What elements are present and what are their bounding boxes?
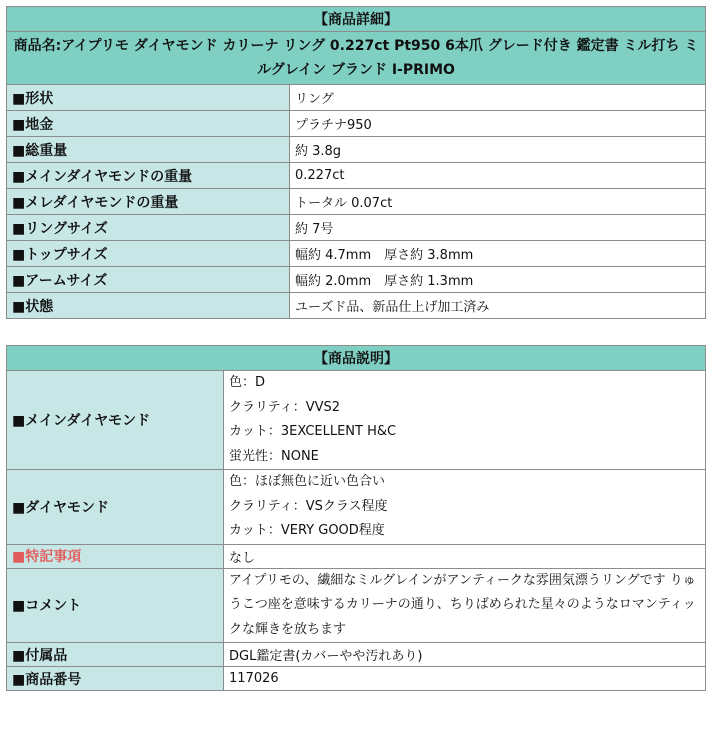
top-size-value: 幅約 4.7mm 厚さ約 3.8mm — [290, 241, 706, 267]
arm-size-value: 幅約 2.0mm 厚さ約 1.3mm — [290, 267, 706, 293]
shape-label: ■形状 — [7, 85, 290, 111]
metal-value: プラチナ950 — [290, 111, 706, 137]
product-details-table — [6, 6, 706, 319]
accessories-label: ■付属品 — [7, 643, 224, 667]
melee-diamond-weight-value: トータル 0.07ct — [290, 189, 706, 215]
special-notes-value: なし — [224, 544, 706, 568]
diamond-color: 色：ほぼ無色に近い色合い — [229, 474, 386, 489]
accessories-value: DGL鑑定書(カバーやや汚れあり) — [224, 643, 706, 667]
details-header: 【商品詳細】 — [7, 7, 706, 32]
total-weight-value: 約 3.8g — [290, 137, 706, 163]
diamond-label: ■ダイヤモンド — [7, 470, 224, 545]
description-header: 【商品説明】 — [7, 346, 706, 371]
top-size-label: ■トップサイズ — [7, 241, 290, 267]
main-diamond-label: ■メインダイヤモンド — [7, 371, 224, 470]
arm-size-label: ■アームサイズ — [7, 267, 290, 293]
diamond-clarity: クラリティ：VSクラス程度 — [229, 498, 388, 514]
total-weight-label: ■総重量 — [7, 137, 290, 163]
item-number-label: ■商品番号 — [7, 667, 224, 691]
main-diamond-weight-label: ■メインダイヤモンドの重量 — [7, 163, 290, 189]
main-diamond-specs — [224, 371, 706, 470]
metal-label: ■地金 — [7, 111, 290, 137]
main-diamond-color: 色：D — [229, 375, 266, 390]
ring-size-value: 約 7号 — [290, 215, 706, 241]
item-number-value: 117026 — [224, 667, 706, 691]
main-diamond-clarity: クラリティ：VVS2 — [229, 399, 341, 415]
special-notes-label: ■特記事項 — [7, 544, 224, 568]
diamond-cut: カット：VERY GOOD程度 — [229, 523, 385, 538]
diamond-specs — [224, 470, 706, 545]
shape-value: リング — [290, 85, 706, 111]
ring-size-label: ■リングサイズ — [7, 215, 290, 241]
main-diamond-fluorescence: 蛍光性：NONE — [229, 448, 319, 464]
condition-label: ■状態 — [7, 293, 290, 319]
melee-diamond-weight-label: ■メレダイヤモンドの重量 — [7, 189, 290, 215]
main-diamond-cut: カット：3EXCELLENT H&C — [229, 424, 397, 439]
product-title: 商品名:アイプリモ ダイヤモンド カリーナ リング 0.227ct Pt950 6本爪 グレード付き 鑑定書 ミル打ち ミルグレイン ブランド I-PRIMO — [7, 32, 706, 85]
comment-label: ■コメント — [7, 568, 224, 643]
main-diamond-weight-value: 0.227ct — [290, 163, 706, 189]
comment-text: アイプリモの、繊細なミルグレインがアンティークな雰囲気漂うリングです りゅうこつ座を意味するカリーナの通り、ちりばめられた星々のようなロマンティックな輝きを放ちます — [224, 568, 706, 643]
condition-value: ユーズド品、新品仕上げ加工済み — [290, 293, 706, 319]
product-description-table — [6, 345, 706, 691]
